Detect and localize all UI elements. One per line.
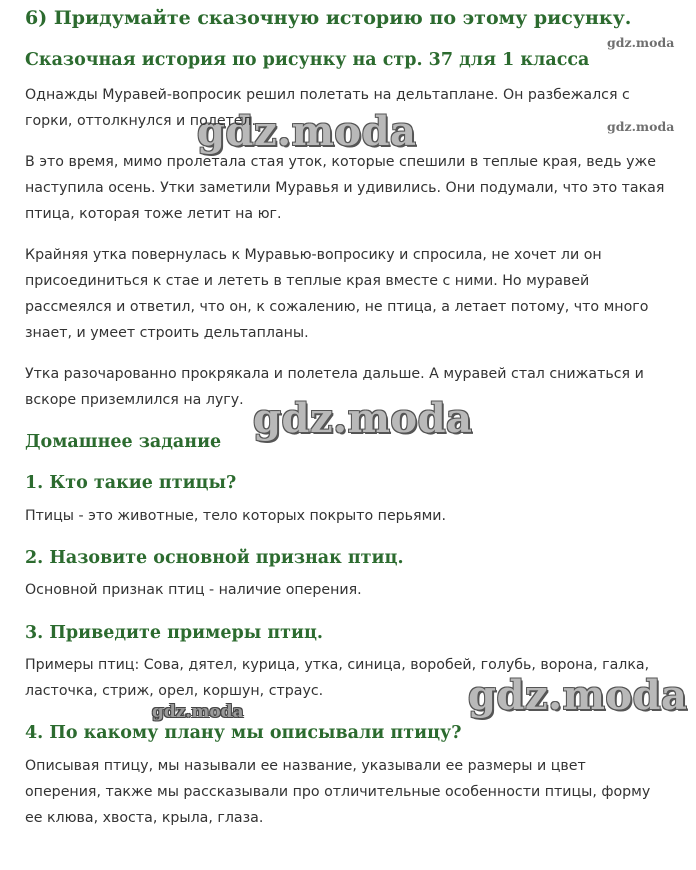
story-paragraph-3: Крайняя утка повернулась к Муравью-вопросику и спросила, не хочет ли он присоединиться к стае и лететь в теплые края вместе с ними. Но муравей рассмеялся и ответил, что он, к сожалению, не птица, а летает потому, что много знает, и умеет строить дельтапланы.	[25, 247, 649, 341]
watermark-mid: gdz.moda	[152, 702, 244, 722]
answer-2: Основной признак птиц - наличие оперения.	[25, 582, 362, 598]
story-paragraph-1: Однажды Муравей-вопросик решил полетать на дельтаплане. Он разбежался с горки, оттолкнулся и полетел.	[25, 87, 630, 129]
answer-1: Птицы - это животные, тело которых покрыто перьями.	[25, 508, 447, 524]
watermark-big-3: gdz.moda	[468, 672, 688, 719]
main-heading: 6) Придумайте сказочную историю по этому рисунку.	[25, 7, 632, 29]
watermark-big-1: gdz.moda	[197, 108, 417, 155]
answer-3: Примеры птиц: Сова, дятел, курица, утка, синица, воробей, голубь, ворона, галка, ласточка, стриж, орел, коршун, страус.	[25, 657, 650, 699]
question-3: 3. Приведите примеры птиц.	[25, 623, 323, 643]
question-1: 1. Кто такие птицы?	[25, 473, 237, 493]
story-heading: Сказочная история по рисунку на стр. 37 для 1 класса	[25, 50, 590, 70]
question-4: 4. По какому плану мы описывали птицу?	[25, 723, 462, 743]
watermark-top-right-2: gdz.moda	[607, 119, 675, 134]
story-paragraph-2: В это время, мимо пролетала стая уток, которые спешили в теплые края, ведь уже наступила осень. Утки заметили Муравья и удивились. Они подумали, что это такая птица, которая тоже летит на юг.	[25, 154, 665, 222]
homework-heading: Домашнее задание	[25, 432, 222, 452]
answer-4: Описывая птицу, мы называли ее название, указывали ее размеры и цвет оперения, также мы рассказывали про отличительные особенности птицы, форму ее клюва, хвоста, крыла, глаза.	[25, 758, 651, 826]
story-paragraph-4: Утка разочарованно прокрякала и полетела дальше. А муравей стал снижаться и вскоре приземлился на лугу.	[25, 366, 644, 408]
watermark-top-right: gdz.moda	[607, 35, 675, 50]
question-2: 2. Назовите основной признак птиц.	[25, 548, 404, 568]
watermark-big-2: gdz.moda	[253, 395, 473, 442]
